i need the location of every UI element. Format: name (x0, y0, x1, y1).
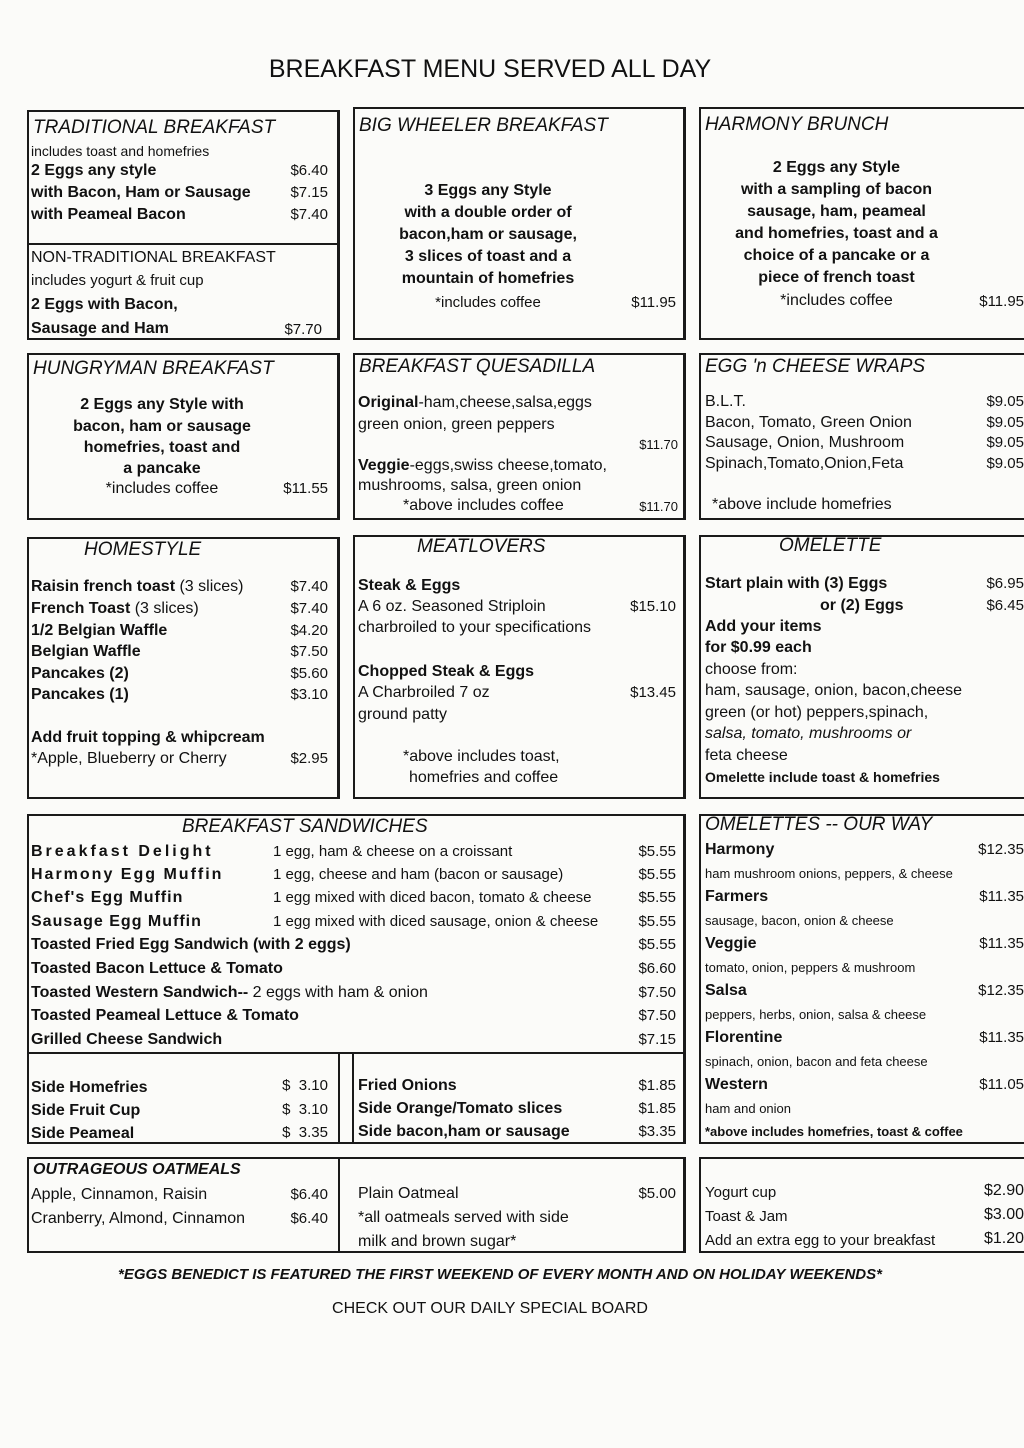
side-name: Side Homefries (31, 1079, 148, 1096)
quesadilla-original-price: $11.70 (639, 437, 678, 452)
ourway-item-name: Salsa (705, 982, 747, 999)
harmony-price: $11.95 (979, 293, 1024, 310)
homestyle-topping-price: $2.95 (290, 750, 328, 767)
ourway-item-price: $11.35 (979, 1029, 1024, 1046)
hungryman-line: bacon, ham or sausage (73, 418, 251, 435)
sandwich-desc: 1 egg, ham & cheese on a croissant (273, 843, 513, 860)
homestyle-item-name: French Toast (31, 600, 131, 617)
homestyle-item-extra: (3 slices) (130, 600, 199, 617)
traditional-item-name: 2 Eggs any style (31, 162, 157, 179)
divider (684, 353, 686, 520)
quesadilla-veggie-price: $11.70 (639, 499, 678, 514)
oatmeal-heading: OUTRAGEOUS OATMEALS (33, 1161, 241, 1178)
nontraditional-line: 2 Eggs with Bacon, (31, 296, 178, 313)
traditional-item-price: $7.15 (290, 184, 328, 201)
bigwheeler-heading: BIG WHEELER BREAKFAST (359, 115, 608, 136)
hungryman-heading: HUNGRYMAN BREAKFAST (33, 358, 274, 379)
traditional-item-name: with Bacon, Ham or Sausage (31, 184, 251, 201)
omelette-option: feta cheese (705, 747, 788, 764)
sandwich-name: Grilled Cheese Sandwich (31, 1031, 223, 1048)
ourway-item-desc: peppers, herbs, onion, salsa & cheese (705, 1007, 927, 1022)
omelette-choose: choose from: (705, 661, 798, 678)
harmony-line: with a sampling of bacon (740, 181, 933, 198)
quesadilla-veggie (358, 457, 607, 475)
hungryman-price: $11.55 (283, 480, 328, 497)
bigwheeler-price: $11.95 (631, 294, 676, 311)
wraps-item-price: $9.05 (986, 434, 1024, 451)
sandwich-price: $5.55 (638, 936, 676, 953)
side-price: $3.35 (638, 1123, 676, 1140)
oatmeal-item-price: $6.40 (290, 1210, 328, 1227)
harmony-heading: HARMONY BRUNCH (705, 114, 889, 135)
homestyle-topping: Add fruit topping & whipcream (31, 729, 265, 746)
divider (338, 110, 340, 340)
omelette-note: Omelette include toast & homefries (705, 769, 940, 785)
homestyle-item-price: $3.10 (290, 686, 328, 703)
side-price: $1.85 (638, 1077, 676, 1094)
bigwheeler-line: 3 slices of toast and a (404, 248, 572, 265)
wraps-item-name: Bacon, Tomato, Green Onion (705, 414, 912, 431)
nontraditional-heading: NON-TRADITIONAL BREAKFAST (31, 249, 276, 266)
ourway-item-name: Veggie (705, 935, 757, 952)
quesadilla-original-desc: -ham,cheese,salsa,eggs (418, 394, 592, 411)
sandwich-desc: 1 egg mixed with diced bacon, tomato & cheese (273, 889, 592, 906)
ourway-item-name: Western (705, 1076, 768, 1093)
oatmeal-item-name: Cranberry, Almond, Cinnamon (31, 1210, 246, 1227)
wraps-item-name: Spinach,Tomato,Onion,Feta (705, 455, 904, 472)
homestyle-item-price: $5.60 (290, 665, 328, 682)
sandwich-price: $5.55 (638, 843, 676, 860)
homestyle-item-name: Pancakes (2) (31, 665, 129, 682)
extra-price: $3.00 (983, 1206, 1024, 1223)
benedict-notice: *EGGS BENEDICT IS FEATURED THE FIRST WEEKEND OF EVERY MONTH AND ON HOLIDAY WEEKENDS* (118, 1266, 882, 1283)
homestyle-item-price: $7.40 (290, 578, 328, 595)
sandwich-name: Harmony Egg Muffin (31, 866, 224, 883)
ourway-item-price: $11.05 (979, 1076, 1024, 1093)
side-price: $ 3.10 (282, 1101, 328, 1118)
divider (684, 814, 686, 1144)
bigwheeler-note: *includes coffee (435, 294, 541, 311)
omelette-start2: or (2) Eggs (820, 597, 904, 614)
homestyle-item-name: Pancakes (1) (31, 686, 129, 703)
omelette-price2: $6.45 (986, 597, 1024, 614)
sandwich-price: $5.55 (638, 889, 676, 906)
sandwich-price: $6.60 (638, 960, 676, 977)
ourway-item-desc: spinach, onion, bacon and feta cheese (705, 1054, 928, 1069)
meatlovers-steak-name: Steak & Eggs (358, 577, 461, 594)
bigwheeler-line: 3 Eggs any Style (424, 182, 552, 199)
side-price: $ 3.35 (282, 1124, 328, 1141)
sandwich-name: Toasted Bacon Lettuce & Tomato (31, 960, 283, 977)
traditional-item-name: with Peameal Bacon (31, 206, 186, 223)
omelette-add2: for $0.99 each (705, 639, 812, 656)
sandwich-name: Toasted Fried Egg Sandwich (with 2 eggs) (31, 936, 351, 953)
divider (684, 535, 686, 799)
hungryman-line: 2 Eggs any Style with (80, 396, 244, 413)
hungryman-line: a pancake (123, 460, 201, 477)
side-name: Side bacon,ham or sausage (358, 1123, 570, 1140)
ourway-item-price: $11.35 (979, 935, 1024, 952)
traditional-item-price: $6.40 (290, 162, 328, 179)
sandwich-price: $7.15 (638, 1031, 676, 1048)
homestyle-topping-options: *Apple, Blueberry or Cherry (31, 750, 227, 767)
omelette-start: Start plain with (3) Eggs (705, 575, 888, 592)
divider (684, 107, 686, 340)
quesadilla-note: *above includes coffee (403, 497, 564, 514)
quesadilla-original (358, 394, 592, 412)
extra-price: $1.20 (983, 1230, 1024, 1247)
traditional-note: includes toast and homefries (31, 143, 210, 159)
sandwich-name: Toasted Peameal Lettuce & Tomato (31, 1007, 299, 1024)
divider (352, 1052, 354, 1144)
sandwich-price: $5.55 (638, 913, 676, 930)
ourway-item-name: Farmers (705, 888, 769, 905)
divider (684, 1157, 686, 1253)
ourway-note: *above includes homefries, toast & coffee (705, 1124, 963, 1139)
omelette-heading: OMELETTE (779, 535, 882, 556)
sandwich-name: Chef's Egg Muffin (31, 889, 184, 906)
meatlovers-steak-price: $15.10 (630, 598, 676, 615)
omelette-option: green (or hot) peppers,spinach, (705, 704, 929, 721)
extra-price: $2.90 (983, 1182, 1024, 1199)
meatlovers-chopped-price: $13.45 (630, 684, 676, 701)
ourway-item-price: $12.35 (978, 982, 1024, 999)
traditional-item-price: $7.40 (290, 206, 328, 223)
homestyle-item-name: Raisin french toast (31, 578, 176, 595)
homestyle-item-name: 1/2 Belgian Waffle (31, 622, 168, 639)
homestyle-item-price: $7.40 (290, 600, 328, 617)
divider (27, 243, 339, 245)
oatmeal-plain-price: $5.00 (638, 1185, 676, 1202)
wraps-note: *above include homefries (712, 496, 892, 513)
ourway-item-desc: tomato, onion, peppers & mushroom (705, 960, 916, 975)
homestyle-item (31, 600, 199, 618)
meatlovers-chopped-desc: A Charbroiled 7 oz (358, 684, 490, 701)
sandwich-name: Toasted Western Sandwich-- (31, 984, 249, 1001)
sandwich-desc: 2 eggs with ham & onion (248, 984, 428, 1001)
oatmeal-note2: milk and brown sugar* (358, 1233, 517, 1250)
extra-name: Add an extra egg to your breakfast (705, 1232, 936, 1249)
homestyle-item-extra: (3 slices) (175, 578, 244, 595)
wraps-heading: EGG 'n CHEESE WRAPS (705, 356, 926, 377)
oatmeal-plain: Plain Oatmeal (358, 1185, 459, 1202)
meatlovers-chopped-name: Chopped Steak & Eggs (358, 663, 535, 680)
side-price: $1.85 (638, 1100, 676, 1117)
side-name: Side Orange/Tomato slices (358, 1100, 563, 1117)
ourway-box (699, 814, 1024, 1144)
quesadilla-veggie-desc2: mushrooms, salsa, green onion (358, 477, 582, 494)
quesadilla-veggie-desc: -eggs,swiss cheese,tomato, (409, 457, 607, 474)
homestyle-item-name: Belgian Waffle (31, 643, 141, 660)
sandwich-name: Sausage Egg Muffin (31, 913, 202, 930)
ourway-item-price: $11.35 (979, 888, 1024, 905)
ourway-item-name: Florentine (705, 1029, 783, 1046)
oatmeal-item-name: Apple, Cinnamon, Raisin (31, 1186, 208, 1203)
sandwich-price: $5.55 (638, 866, 676, 883)
extra-name: Yogurt cup (705, 1184, 777, 1201)
wraps-item-price: $9.05 (986, 455, 1024, 472)
wraps-item-name: Sausage, Onion, Mushroom (705, 434, 905, 451)
oatmeal-note: *all oatmeals served with side (358, 1209, 569, 1226)
omelette-add: Add your items (705, 618, 822, 635)
meatlovers-steak-desc2: charbroiled to your specifications (358, 619, 592, 636)
harmony-line: choice of a pancake or a (743, 247, 930, 264)
sandwich-desc: 1 egg mixed with diced sausage, onion & cheese (273, 913, 599, 930)
meatlovers-note2: homefries and coffee (409, 769, 559, 786)
divider (338, 1052, 340, 1144)
sandwiches-heading: BREAKFAST SANDWICHES (182, 816, 428, 837)
homestyle-heading: HOMESTYLE (84, 539, 202, 560)
hungryman-line: homefries, toast and (83, 439, 241, 456)
ourway-heading: OMELETTES -- OUR WAY (705, 814, 933, 835)
sandwich-desc: 1 egg, cheese and ham (bacon or sausage) (273, 866, 564, 883)
wraps-item-price: $9.05 (986, 393, 1024, 410)
bigwheeler-line: mountain of homefries (401, 270, 575, 287)
ourway-item-desc: ham mushroom onions, peppers, & cheese (705, 866, 953, 881)
meatlovers-heading: MEATLOVERS (417, 536, 546, 557)
extra-name: Toast & Jam (705, 1208, 788, 1225)
sandwich-price: $7.50 (638, 984, 676, 1001)
harmony-line: piece of french toast (758, 269, 915, 286)
meatlovers-chopped-desc2: ground patty (358, 706, 447, 723)
nontraditional-price: $7.70 (284, 321, 322, 338)
wraps-item-price: $9.05 (986, 414, 1024, 431)
nontraditional-note: includes yogurt & fruit cup (31, 272, 204, 289)
hungryman-note: *includes coffee (105, 480, 219, 497)
side-name: Side Peameal (31, 1125, 135, 1142)
omelette-price: $6.95 (986, 575, 1024, 592)
quesadilla-veggie-name: Veggie (358, 457, 410, 474)
divider (338, 1157, 340, 1253)
divider (338, 537, 340, 799)
ourway-item-desc: sausage, bacon, onion & cheese (705, 913, 894, 928)
sandwich-item (31, 984, 428, 1002)
harmony-note: *includes coffee (780, 292, 893, 309)
nontraditional-line: Sausage and Ham (31, 320, 169, 337)
divider (27, 1052, 685, 1054)
ourway-item-desc: ham and onion (705, 1101, 792, 1116)
quesadilla-original-name: Original (358, 394, 419, 411)
quesadilla-original-desc2: green onion, green peppers (358, 416, 555, 433)
omelette-option: salsa, tomato, mushrooms or (705, 725, 912, 742)
ourway-item-price: $12.35 (978, 841, 1024, 858)
meatlovers-steak-desc: A 6 oz. Seasoned Striploin (358, 598, 546, 615)
homestyle-item-price: $4.20 (290, 622, 328, 639)
harmony-line: and homefries, toast and a (735, 225, 938, 242)
daily-special-notice: CHECK OUT OUR DAILY SPECIAL BOARD (332, 1300, 648, 1317)
side-name: Fried Onions (358, 1077, 457, 1094)
omelette-option: ham, sausage, onion, bacon,cheese (705, 682, 963, 699)
quesadilla-heading: BREAKFAST QUESADILLA (359, 356, 596, 377)
harmony-line: 2 Eggs any Style (772, 159, 901, 176)
homestyle-item-price: $7.50 (290, 643, 328, 660)
harmony-line: sausage, ham, peameal (747, 203, 926, 220)
ourway-item-name: Harmony (705, 841, 775, 858)
wraps-item-name: B.L.T. (705, 393, 746, 410)
side-name: Side Fruit Cup (31, 1102, 141, 1119)
homestyle-item (31, 578, 243, 596)
meatlovers-note: *above includes toast, (403, 748, 560, 765)
oatmeal-item-price: $6.40 (290, 1186, 328, 1203)
bigwheeler-line: bacon,ham or sausage, (399, 226, 577, 243)
sandwich-name: Breakfast Delight (31, 843, 214, 860)
side-price: $ 3.10 (282, 1077, 328, 1094)
bigwheeler-line: with a double order of (404, 204, 572, 221)
sandwich-price: $7.50 (638, 1007, 676, 1024)
page-title: BREAKFAST MENU SERVED ALL DAY (268, 55, 712, 83)
traditional-heading: TRADITIONAL BREAKFAST (33, 117, 276, 138)
divider (338, 353, 340, 520)
